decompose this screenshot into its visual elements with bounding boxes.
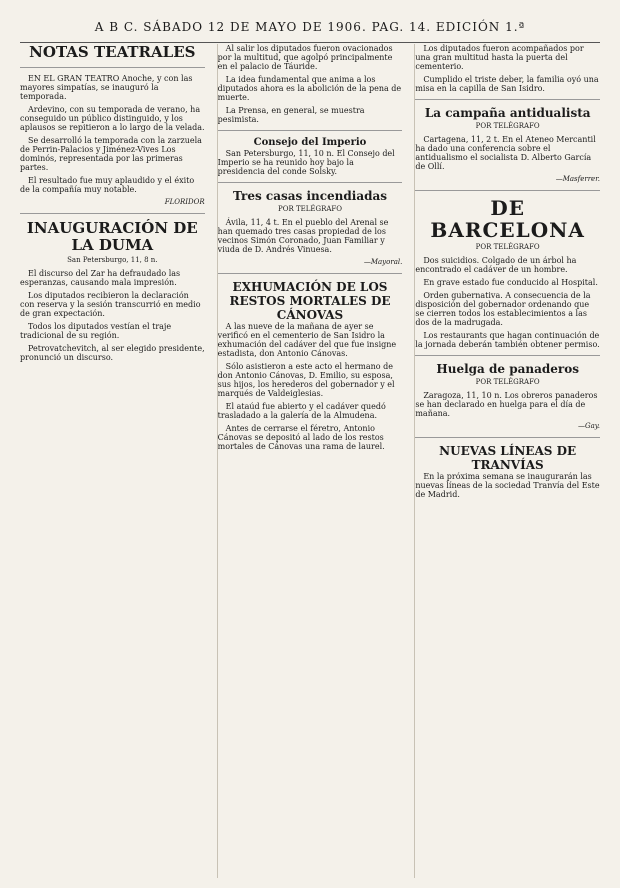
barcelona-title: DE BARCELONA xyxy=(430,196,585,242)
signature: FLORIDOR xyxy=(164,198,205,206)
body-paragraph: San Petersburgo, 11, 10 n. El Consejo del Imperio se ha reunido hoy bajo la presidencia del conde Solsky. xyxy=(217,149,395,176)
body-paragraph: Antes de cerrarse el féretro, Antonio Cánovas se depositó al lado de los restos mortales de Cánovas una rama de laurel. xyxy=(217,424,385,451)
center-column xyxy=(217,44,403,878)
signature: —Masferrer. xyxy=(555,175,601,183)
divider xyxy=(20,213,205,214)
divider xyxy=(415,190,600,191)
signature: —Mayoral. xyxy=(363,258,403,266)
notas-teatrales-title: NOTAS TEATRALES xyxy=(29,44,196,61)
divider xyxy=(218,182,403,183)
body-paragraph: Cumplido el triste deber, la familia oyó una misa en la capilla de San Isidro. xyxy=(415,75,599,93)
body-paragraph: Zaragoza, 11, 10 n. Los obreros panaderos se han declarado en huelga para el día de mañana. xyxy=(415,391,598,418)
dateline: POR TELÉGRAFO xyxy=(475,243,540,251)
body-paragraph: Al salir los diputados fueron ovacionados por la multitud, que agolpó principalmente en el palacio de Táuride. xyxy=(217,44,393,71)
dateline: POR TELÉGRAFO xyxy=(278,205,342,213)
left-column xyxy=(20,44,205,878)
body-paragraph: Los diputados fueron acompañados por una gran multitud hasta la puerta del cementerio. xyxy=(415,44,584,71)
body-paragraph: Sólo asistieron a este acto el hermano de don Antonio Cánovas, D. Emilio, su esposa, sus hijos, los herederos del gobernador y el marqués de Valdeiglesias. xyxy=(217,362,395,398)
divider xyxy=(415,355,600,356)
divider xyxy=(218,273,403,274)
body-paragraph: El discurso del Zar ha defraudado las esperanzas, causando mala impresión. xyxy=(20,269,181,287)
divider xyxy=(20,67,205,68)
body-paragraph: Los diputados recibieron la declaración con reserva y la sesión transcurrió en medio de gran expectación. xyxy=(20,291,201,318)
body-paragraph: En grave estado fue conducido al Hospital. xyxy=(423,278,598,287)
divider xyxy=(415,99,600,100)
signature: —Gay. xyxy=(578,422,601,430)
body-paragraph: En la próxima semana se inaugurarán las nuevas líneas de la sociedad Tranvía del Este de Madrid. xyxy=(415,472,600,499)
body-paragraph: Petrovatchevitch, al ser elegido presidente, pronunció un discurso. xyxy=(20,344,205,362)
body-paragraph: Dos suicidios. Colgado de un árbol ha encontrado el cadáver de un hombre. xyxy=(415,256,577,274)
body-paragraph: La idea fundamental que anima a los diputados ahora es la abolición de la pena de muerte. xyxy=(217,75,402,102)
divider xyxy=(415,437,600,438)
body-paragraph: A las nueve de la mañana de ayer se verificó en el cementerio de San Isidro la exhumación del cadáver del que fue insigne estadista, don Antonio Cánovas. xyxy=(217,322,397,358)
consejo-imperio-title: Consejo del Imperio xyxy=(253,137,367,148)
exhumacion-title: EXHUMACIÓN DE LOS RESTOS MORTALES DE CÁNOVAS xyxy=(229,280,391,322)
tranvias-title: NUEVAS LÍNEAS DE TRANVÍAS xyxy=(439,444,577,472)
right-column xyxy=(414,44,600,878)
inauguracion-title: INAUGURACIÓN DE LA DUMA xyxy=(26,219,198,254)
body-paragraph: El resultado fue muy aplaudido y el éxito de la compañía muy notable. xyxy=(20,176,195,194)
columns xyxy=(20,44,600,878)
huelga-title: Huelga de panaderos xyxy=(436,362,579,376)
body-paragraph: Ardevino, con su temporada de verano, ha conseguido un público distinguido, y los aplausos se repitieron a lo largo de la velada. xyxy=(20,105,205,132)
divider xyxy=(218,130,403,131)
body-paragraph: Ávila, 11, 4 t. En el pueblo del Arenal se han quemado tres casas propiedad de los vecinos Simón Coronado, Juan Familiar y viuda de D. Andrés Vinuesa. xyxy=(217,218,389,254)
body-paragraph: Los restaurants que hagan continuación de la jornada deberán también obtener permiso. xyxy=(415,331,600,349)
dateline: San Petersburgo, 11, 8 n. xyxy=(67,256,158,264)
body-paragraph: La Prensa, en general, se muestra pesimista. xyxy=(217,106,365,124)
incendio-title: Tres casas incendiadas xyxy=(232,189,388,203)
body-paragraph: Se desarrolló la temporada con la zarzuela de Perrin-Palacios y Jiménez-Vives Los dominós, representada por las primeras partes. xyxy=(20,136,202,172)
page-header: A B C. SÁBADO 12 DE MAYO DE 1906. PAG. 14. EDICIÓN 1.ª xyxy=(20,20,600,43)
dateline: POR TELÉGRAFO xyxy=(475,122,540,130)
body-paragraph: Orden gubernativa. A consecuencia de la disposición del gobernador ordenando que se cierren todos los establecimientos a las dos de la madrugada. xyxy=(415,291,591,327)
body-paragraph: EN EL GRAN TEATRO Anoche, y con las mayores simpatías, se inauguró la temporada. xyxy=(20,74,193,101)
body-paragraph: Todos los diputados vestían el traje tradicional de su región. xyxy=(20,322,172,340)
body-paragraph: Cartagena, 11, 2 t. En el Ateneo Mercantil ha dado una conferencia sobre el antidualismo el socialista D. Alberto García de Ollí. xyxy=(415,135,596,171)
body-paragraph: El ataúd fue abierto y el cadáver quedó trasladado a la galería de la Almudena. xyxy=(217,402,386,420)
dateline: POR TELÉGRAFO xyxy=(475,378,540,386)
campana-title: La campaña antidualista xyxy=(424,106,591,120)
